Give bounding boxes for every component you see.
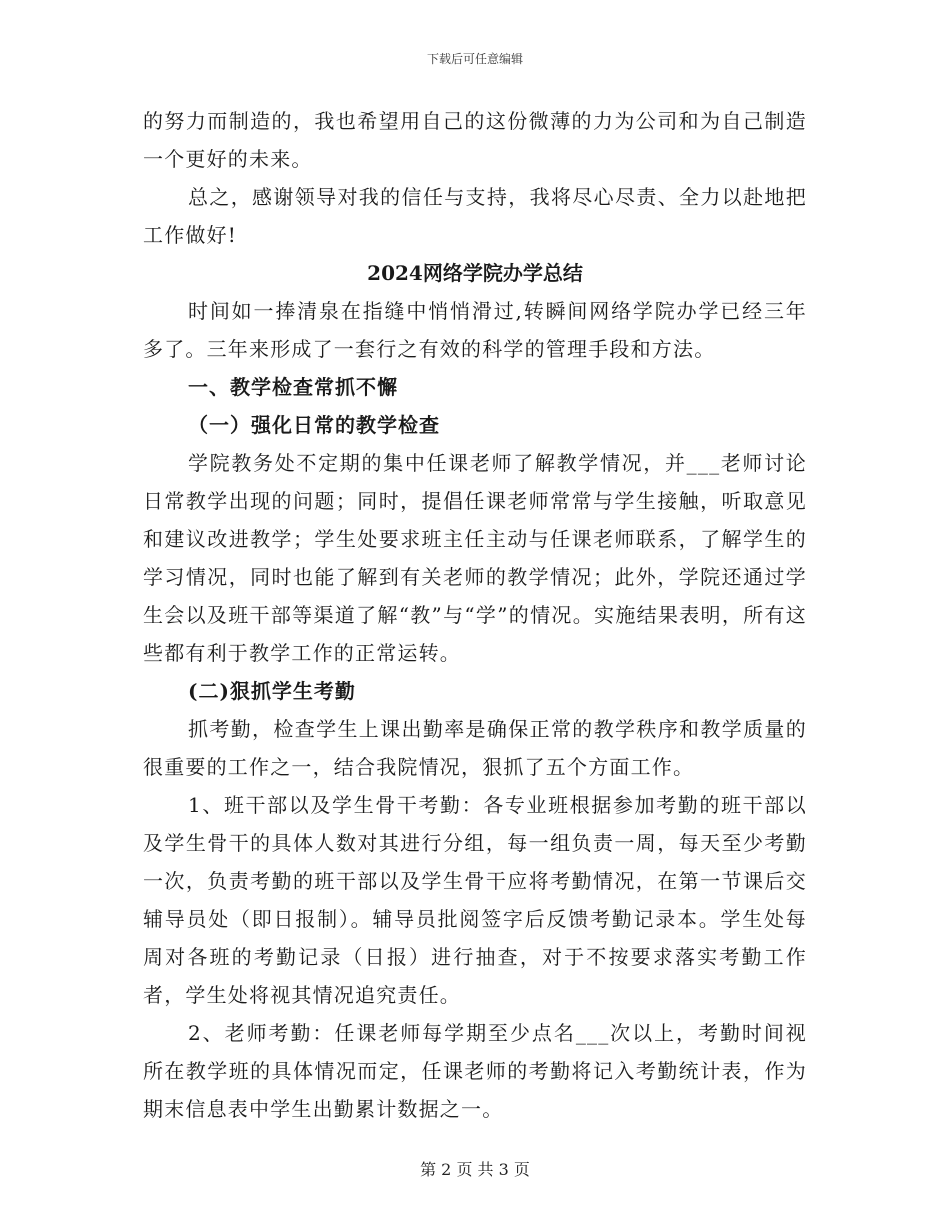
paragraph: 时间如一捧清泉在指缝中悄悄滑过,转瞬间网络学院办学已经三年多了。三年来形成了一套行之有效的科学的管理手段和方法。 xyxy=(143,299,807,361)
paragraph: 总之，感谢领导对我的信任与支持，我将尽心尽责、全力以赴地把工作做好! xyxy=(143,185,807,247)
page-footer: 第 2 页 共 3 页 xyxy=(420,1160,530,1179)
subsection-heading: (二)狠抓学生考勤 xyxy=(188,679,356,703)
subsection-heading: （一）强化日常的教学检查 xyxy=(188,413,440,437)
paragraph: 2、老师考勤：任课老师每学期至少点名___次以上，考勤时间视所在教学班的具体情况而定，任课老师的考勤将记入考勤统计表，作为期末信息表中学生出勤累计数据之一。 xyxy=(143,1021,807,1121)
section-heading: 一、教学检查常抓不懈 xyxy=(188,375,398,399)
paragraph: 抓考勤，检查学生上课出勤率是确保正常的教学秩序和教学质量的很重要的工作之一，结合我院情况，狠抓了五个方面工作。 xyxy=(143,717,807,779)
paragraph: 1、班干部以及学生骨干考勤：各专业班根据参加考勤的班干部以及学生骨干的具体人数对其进行分组，每一组负责一周，每天至少考勤一次，负责考勤的班干部以及学生骨干应将考勤情况，在第一节课后交辅导员处（即日报制）。辅导员批阅签字后反馈考勤记录本。学生处每周对各班的考勤记录（日报）进行抽查，对于不按要求落实考勤工作者，学生处将视其情况追究责任。 xyxy=(143,793,807,1007)
page-header: 下载后可任意编辑 xyxy=(426,52,523,66)
document-body xyxy=(143,102,807,1128)
paragraph: 的努力而制造的，我也希望用自己的这份微薄的力为公司和为自己制造一个更好的未来。 xyxy=(143,109,807,171)
paragraph: 学院教务处不定期的集中任课老师了解教学情况，并___老师讨论日常教学出现的问题；同时，提倡任课老师常常与学生接触，听取意见和建议改进教学；学生处要求班主任主动与任课老师联系，了解学生的学习情况，同时也能了解到有关老师的教学情况；此外，学院还通过学生会以及班干部等渠道了解“教”与“学”的情况。实施结果表明，所有这些都有利于教学工作的正常运转。 xyxy=(143,451,807,665)
document-title: 2024网络学院办学总结 xyxy=(367,261,583,285)
